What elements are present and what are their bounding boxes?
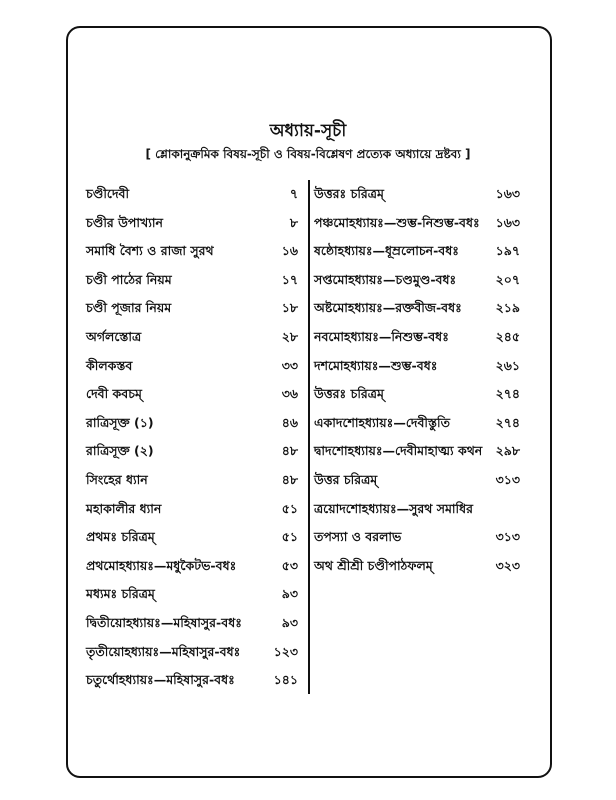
toc-entry-title: চণ্ডী পাঠের নিয়ম xyxy=(86,271,172,287)
toc-entry-title: দ্বিতীয়োহধ্যায়ঃ—মহিষাসুর-বধঃ xyxy=(86,614,242,630)
toc-entry xyxy=(314,268,520,297)
toc-entry-page: ১৯৭ xyxy=(495,243,520,259)
toc-entry xyxy=(86,296,298,325)
toc-entry-page: ১২৩ xyxy=(273,643,298,659)
toc-entry-title: তৃতীয়োহধ্যায়ঃ—মহিষাসুর-বধঃ xyxy=(86,643,241,659)
toc-entry xyxy=(86,382,298,411)
toc-entry-page: ৪৬ xyxy=(281,414,298,430)
toc-entry xyxy=(314,296,520,325)
toc-entry-page: ১৭ xyxy=(281,271,298,287)
toc-entry-title: প্রথমোহধ্যায়ঃ—মধুকৈটভ-বধঃ xyxy=(86,557,237,573)
toc-entry-title: চণ্ডী পূজার নিয়ম xyxy=(86,300,172,316)
toc-entry-page: ১৪১ xyxy=(273,672,298,688)
toc-entry-title: নবমোহধ্যায়ঃ—নিশুম্ভ-বধঃ xyxy=(314,328,449,344)
toc-entry-title: সমাধি বৈশ্য ও রাজা সুরথ xyxy=(86,243,214,259)
toc-entry-page: ৫৩ xyxy=(281,557,298,573)
toc-entry xyxy=(86,554,298,583)
toc-entry xyxy=(86,325,298,354)
toc-entry xyxy=(86,468,298,497)
toc-entry xyxy=(86,668,298,697)
toc-entry-page: ২৬১ xyxy=(495,357,520,373)
toc-entry-page: ৫১ xyxy=(281,500,298,516)
toc-entry-title: একাদশোহধ্যায়ঃ—দেবীস্তুতি xyxy=(314,414,450,430)
toc-entry-page: ৩২৩ xyxy=(495,557,520,573)
toc-entry xyxy=(314,439,520,468)
toc-entry-title: দেবী কবচম্ xyxy=(86,386,142,402)
toc-entry-title: উত্তরঃ চরিত্রম্ xyxy=(314,186,384,201)
toc-entry-page: ৭ xyxy=(289,186,298,201)
toc-entry-page: ২১৯ xyxy=(495,300,520,316)
toc-entry-title: তপস্যা ও বরলাভ xyxy=(314,529,402,545)
toc-entry xyxy=(314,382,520,411)
toc-entry xyxy=(86,497,298,526)
toc-entry xyxy=(314,211,520,240)
toc-entry-title: কীলকস্তব xyxy=(86,357,133,373)
page-title: অধ্যায়-সূচী xyxy=(269,121,347,141)
toc-entry-page: ৪৮ xyxy=(281,471,298,487)
toc-entry xyxy=(314,325,520,354)
toc-entry xyxy=(314,182,520,211)
toc-entry xyxy=(86,239,298,268)
toc-entry xyxy=(86,582,298,611)
toc-entry-title: দ্বাদশোহধ্যায়ঃ—দেবীমাহাত্ম্য কথন xyxy=(314,443,483,459)
toc-entry-page: ৯৩ xyxy=(281,586,298,602)
toc-entry-title: সপ্তমোহধ্যায়ঃ—চণ্ডমুণ্ড-বধঃ xyxy=(314,271,457,287)
toc-entry-title: রাত্রিসূক্ত (২) xyxy=(86,443,154,459)
toc-entry-title: অষ্টমোহধ্যায়ঃ—রক্তবীজ-বধঃ xyxy=(314,300,462,316)
toc-entry-page: ৮ xyxy=(289,214,298,230)
toc-entry-title: রাত্রিসূক্ত (১) xyxy=(86,414,154,430)
toc-entry xyxy=(314,497,520,526)
toc-entry xyxy=(86,640,298,669)
toc-right-column xyxy=(314,182,520,582)
toc-entry xyxy=(86,439,298,468)
toc-entry-page: ৩১৩ xyxy=(495,529,520,545)
toc-entry-page: ৫১ xyxy=(281,529,298,545)
toc-entry xyxy=(86,611,298,640)
toc-entry xyxy=(86,211,298,240)
toc-entry-title: প্রথমঃ চরিত্রম্ xyxy=(86,529,155,545)
toc-entry-page: ৪৮ xyxy=(281,443,298,459)
column-divider xyxy=(308,180,310,694)
toc-entry-title: অর্গলস্তোত্র xyxy=(86,328,142,344)
toc-entry xyxy=(314,525,520,554)
toc-entry-page: ৩১৩ xyxy=(495,471,520,487)
toc-entry xyxy=(86,411,298,440)
toc-entry-title: চণ্ডীদেবী xyxy=(86,186,130,201)
toc-entry-page: ১৬৩ xyxy=(495,214,520,230)
toc-entry-title: চণ্ডীর উপাখ্যান xyxy=(86,214,163,230)
toc-entry-page: ১৬ xyxy=(281,243,298,259)
toc-entry xyxy=(314,554,520,583)
toc-entry-page: ২৭৪ xyxy=(495,386,520,402)
toc-entry xyxy=(314,411,520,440)
toc-entry-title: ত্রয়োদশোহধ্যায়ঃ—সুরথ সমাধির xyxy=(314,500,474,516)
toc-entry-title: উত্তর চরিত্রম্ xyxy=(314,471,378,487)
toc-entry-page: ২৭৪ xyxy=(495,414,520,430)
toc-entry xyxy=(86,525,298,554)
toc-entry xyxy=(86,268,298,297)
toc-entry-page: ৯৩ xyxy=(281,614,298,630)
toc-entry xyxy=(86,182,298,211)
toc-entry-title: অথ শ্রীশ্রী চণ্ডীপাঠফলম্ xyxy=(314,557,433,573)
page-subtitle: [ শ্লোকানুক্রমিক বিষয়-সূচী ও বিষয়-বিশ্লেষণ প্রত্যেক অধ্যায়ে দ্রষ্টব্য ] xyxy=(145,147,471,161)
toc-entry-title: মহাকালীর ধ্যান xyxy=(86,500,162,516)
toc-entry-page: ১৬৩ xyxy=(495,186,520,201)
toc-entry-title: দশমোহধ্যায়ঃ—শুম্ভ-বধঃ xyxy=(314,357,438,373)
toc-entry-title: চতুর্থোহধ্যায়ঃ—মহিষাসুর-বধঃ xyxy=(86,672,235,688)
toc-entry-title: পঞ্চমোহধ্যায়ঃ—শুম্ভ-নিশুম্ভ-বধঃ xyxy=(314,214,480,230)
toc-entry-page: ৩৬ xyxy=(281,386,298,402)
toc-entry xyxy=(314,354,520,383)
toc-entry-page: ৩৩ xyxy=(281,357,298,373)
toc-entry-page: ২০৭ xyxy=(495,271,520,287)
toc-entry-title: মধ্যমঃ চরিত্রম্ xyxy=(86,586,155,602)
toc-entry-page: ১৮ xyxy=(281,300,298,316)
toc-entry-page: ২৯৮ xyxy=(495,443,520,459)
toc-entry xyxy=(314,239,520,268)
toc-entry-page: ২৮ xyxy=(281,328,298,344)
toc-left-column xyxy=(86,182,298,697)
toc-entry-page: ২৪৫ xyxy=(495,328,520,344)
toc-entry-title: উত্তরঃ চরিত্রম্ xyxy=(314,386,384,402)
toc-entry-title: সিংহের ধ্যান xyxy=(86,471,148,487)
toc-entry-title: ষষ্ঠোহধ্যায়ঃ—ধূম্রলোচন-বধঃ xyxy=(314,243,459,259)
toc-entry xyxy=(86,354,298,383)
toc-entry xyxy=(314,468,520,497)
